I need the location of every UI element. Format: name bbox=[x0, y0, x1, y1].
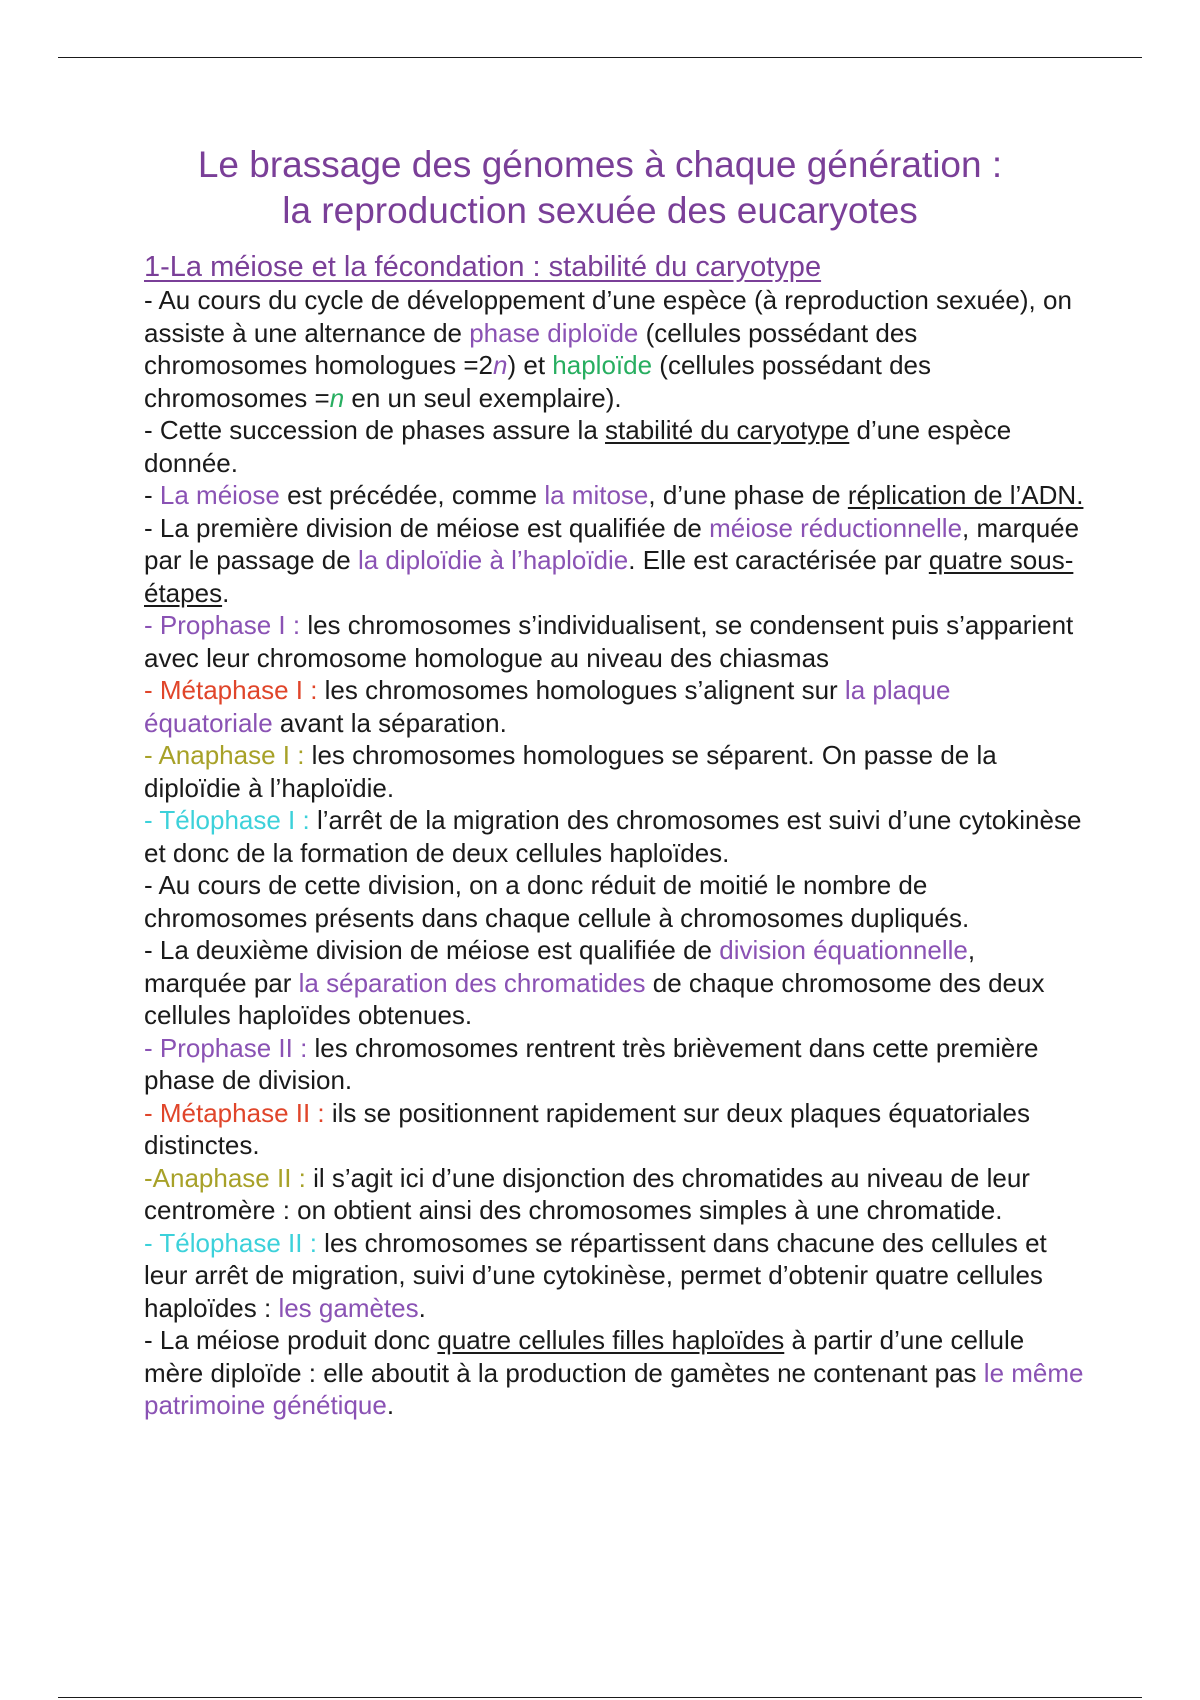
text-segment: (cellules possédant des chromosomes homologues =2 bbox=[144, 317, 918, 380]
text-segment: les chromosomes homologues se séparent. On passe de la diploïdie à l’haploïdie. bbox=[144, 740, 997, 803]
paragraph bbox=[144, 1162, 1084, 1227]
body-text bbox=[144, 284, 1084, 1422]
text-segment: (cellules possédant des chromosomes = bbox=[144, 350, 932, 413]
highlighted-text: - Anaphase I : bbox=[144, 740, 312, 770]
text-segment: les chromosomes rentrent très brièvement dans cette première phase de division. bbox=[144, 1032, 1039, 1095]
highlighted-text: le même patrimoine génétique bbox=[144, 1357, 1084, 1420]
text-segment: - bbox=[144, 480, 160, 510]
highlighted-text: les gamètes bbox=[278, 1292, 419, 1323]
text-segment: - La méiose produit donc bbox=[144, 1325, 438, 1355]
text-segment: à partir d’une cellule mère diploïde : elle aboutit à la production de gamètes ne contenant pas bbox=[144, 1325, 1025, 1388]
text-segment: les chromosomes s’individualisent, se condensent puis s’apparient avec leur chromosome homologue au niveau des chiasmas bbox=[144, 610, 1074, 673]
section-heading: 1-La méiose et la fécondation : stabilité du caryotype bbox=[144, 251, 822, 283]
paragraph bbox=[144, 1097, 1084, 1162]
paragraph bbox=[144, 1032, 1084, 1097]
page-title bbox=[100, 142, 1100, 234]
highlighted-text: - Métaphase I : bbox=[144, 675, 325, 705]
highlighted-text: n bbox=[493, 350, 508, 380]
highlighted-text: -Anaphase II : bbox=[144, 1162, 314, 1193]
highlighted-text: la séparation des chromatides bbox=[298, 967, 646, 998]
title-line-2: la reproduction sexuée des eucaryotes bbox=[282, 190, 918, 231]
text-segment: d’une espèce donnée. bbox=[144, 415, 1012, 478]
top-rule bbox=[58, 57, 1142, 58]
text-segment: en un seul exemplaire). bbox=[344, 382, 622, 413]
highlighted-text: La méiose bbox=[159, 480, 280, 510]
highlighted-text: méiose réductionnelle bbox=[709, 512, 963, 543]
text-segment: , marquée par bbox=[144, 935, 976, 998]
text-segment: . Elle est caractérisée par bbox=[628, 545, 929, 575]
underlined-text: réplication de l’ADN. bbox=[847, 480, 1084, 510]
text-segment: ils se positionnent rapidement sur deux plaques équatoriales distinctes. bbox=[144, 1097, 1030, 1160]
text-segment: - Au cours de cette division, on a donc réduit de moitié le nombre de chromosomes présents dans chaque cellule à chromosomes dupliqués. bbox=[144, 870, 970, 933]
highlighted-text: - Télophase I : bbox=[144, 805, 317, 835]
underlined-text: quatre cellules filles haploïdes bbox=[437, 1325, 785, 1355]
text-segment: de chaque chromosome des deux cellules haploïdes obtenues. bbox=[144, 967, 1045, 1030]
paragraph bbox=[144, 739, 1084, 804]
highlighted-text: - Métaphase II : bbox=[144, 1097, 332, 1128]
text-segment: . bbox=[222, 577, 230, 608]
highlighted-text: - Prophase I : bbox=[144, 610, 308, 640]
highlighted-text: - Télophase II : bbox=[144, 1227, 325, 1258]
text-segment: - La première division de méiose est qualifiée de bbox=[144, 512, 710, 543]
highlighted-text: la mitose bbox=[544, 480, 649, 510]
paragraph bbox=[144, 609, 1084, 674]
highlighted-text: la plaque équatoriale bbox=[144, 675, 951, 738]
text-segment: il s’agit ici d’une disjonction des chromatides au niveau de leur centromère : on obtient ainsi des chromosomes simples à une chromatide. bbox=[144, 1162, 1030, 1225]
highlighted-text: haploïde bbox=[552, 350, 653, 380]
paragraph bbox=[144, 869, 1084, 934]
title-line-1: Le brassage des génomes à chaque génération : bbox=[197, 144, 1003, 185]
paragraph bbox=[144, 414, 1084, 479]
text-segment: est précédée, comme bbox=[279, 480, 545, 510]
paragraph bbox=[144, 512, 1084, 610]
text-segment: l’arrêt de la migration des chromosomes est suivi d’une cytokinèse et donc de la formation de deux cellules haploïdes. bbox=[144, 805, 1082, 868]
text-segment: . bbox=[386, 1390, 395, 1420]
text-segment: les chromosomes homologues s’alignent sur bbox=[324, 675, 845, 705]
text-segment: avant la séparation. bbox=[272, 707, 507, 738]
underlined-text: stabilité du caryotype bbox=[605, 415, 850, 445]
text-segment: , marquée par le passage de bbox=[144, 512, 1080, 575]
paragraph bbox=[144, 1227, 1084, 1325]
text-segment: , d’une phase de bbox=[648, 480, 848, 510]
text-segment: - Cette succession de phases assure la bbox=[144, 415, 606, 445]
paragraph bbox=[144, 674, 1084, 739]
paragraph bbox=[144, 1324, 1084, 1422]
highlighted-text: - Prophase II : bbox=[144, 1032, 315, 1063]
highlighted-text: la diploïdie à l’haploïdie bbox=[357, 545, 629, 575]
text-segment: - Au cours du cycle de développement d’une espèce (à reproduction sexuée), on assiste à une alternance de bbox=[144, 285, 1072, 348]
paragraph bbox=[144, 479, 1084, 512]
text-segment: les chromosomes se répartissent dans chacune des cellules et leur arrêt de migration, suivi d’une cytokinèse, permet d’obtenir quatre cellules haploïdes : bbox=[144, 1227, 1047, 1323]
text-segment: - La deuxième division de méiose est qualifiée de bbox=[144, 935, 720, 965]
paragraph bbox=[144, 284, 1084, 414]
highlighted-text: n bbox=[329, 382, 345, 413]
underlined-text: quatre sous-étapes bbox=[144, 545, 1074, 608]
bottom-rule bbox=[58, 1697, 1142, 1698]
paragraph bbox=[144, 934, 1084, 1032]
paragraph bbox=[144, 804, 1084, 869]
highlighted-text: phase diploïde bbox=[469, 317, 639, 348]
text-segment: ) et bbox=[507, 350, 553, 380]
highlighted-text: division équationnelle bbox=[719, 935, 968, 965]
text-segment: . bbox=[418, 1292, 426, 1323]
